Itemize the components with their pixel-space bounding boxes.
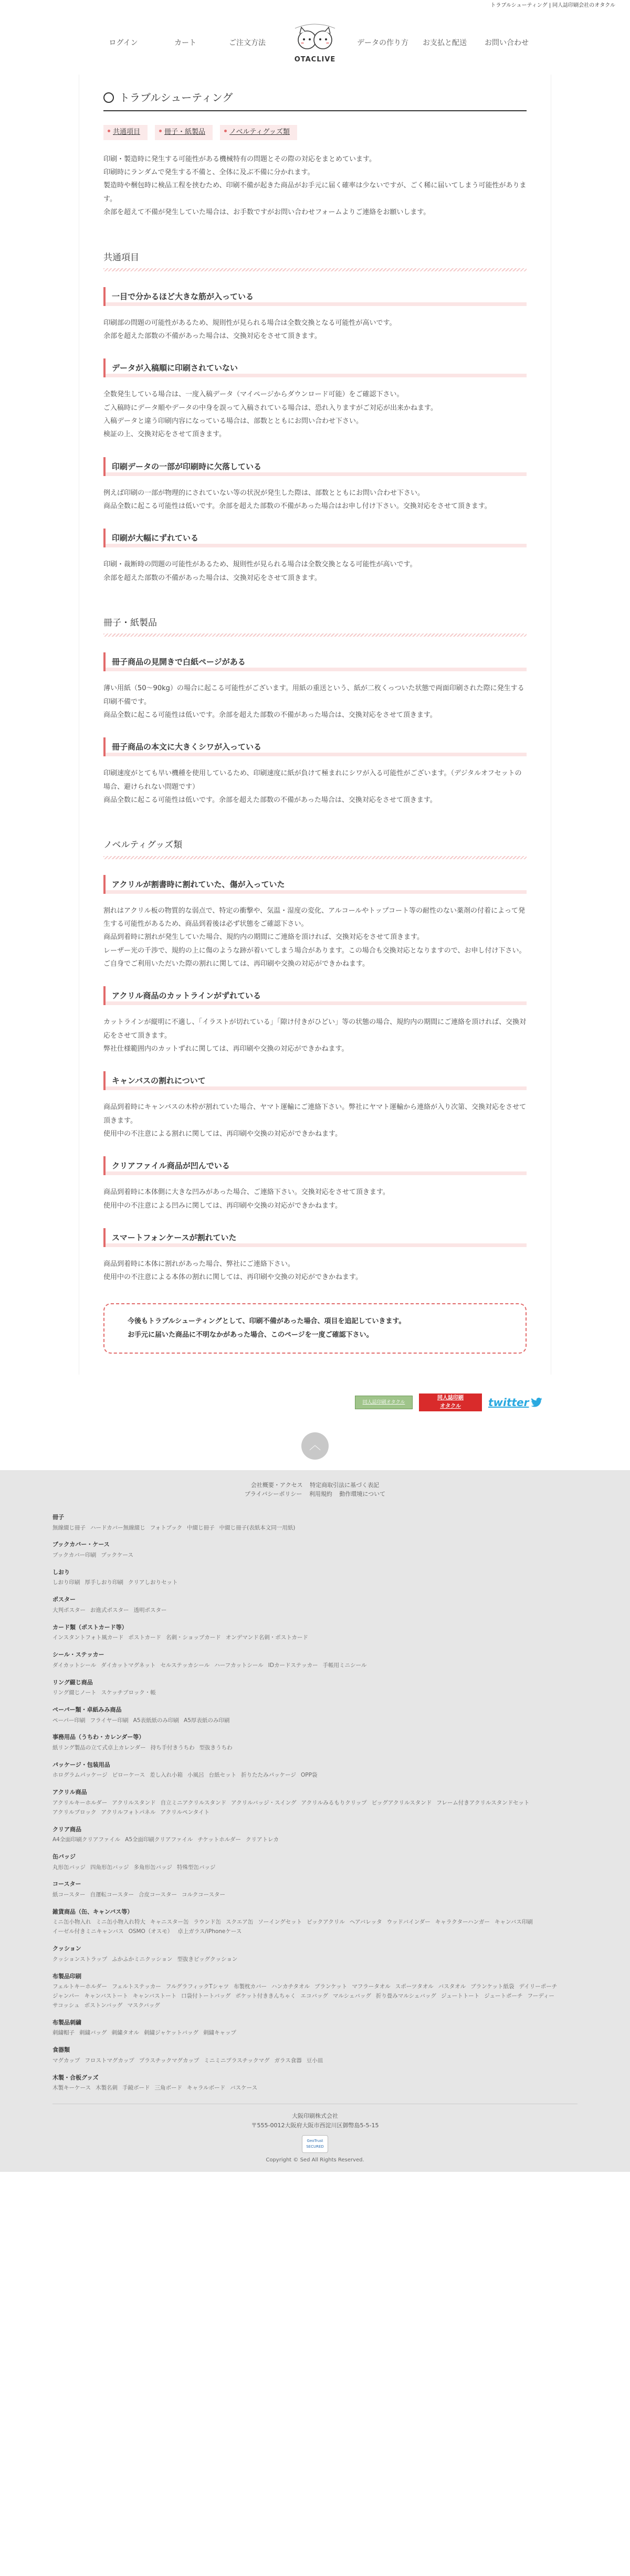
- footer-category-link[interactable]: クリアしおりセット: [128, 1579, 178, 1586]
- footer-category: [52, 1705, 578, 1725]
- footer-category: [52, 1972, 578, 2011]
- trouble-item: [103, 457, 527, 513]
- anchor-common[interactable]: 共通項目: [103, 125, 148, 140]
- footer-category-title[interactable]: 食器類: [52, 2046, 70, 2054]
- trouble-body: [103, 682, 527, 722]
- footer-category-link[interactable]: キャラルボード: [186, 2085, 226, 2092]
- site-footer: [0, 1470, 630, 2172]
- footer-category: [52, 1852, 578, 1872]
- trouble-text: 使用中の不注意による凹みに関しては、再印刷や交換の対応ができかねます。: [103, 1201, 342, 1210]
- footer-category-link[interactable]: 口袋付トートバッグ: [181, 1993, 231, 2000]
- trouble-text: 例えば印刷の一部が物理的にされていない等の状況が発生した際は、部数とともにお問い合わせ下さい。: [103, 489, 425, 497]
- section-title: ノベルティグッズ類: [103, 838, 527, 859]
- trouble-text: 弊社仕様範囲内のカットずれに関しては、再印刷や交換の対応ができかねます。: [103, 1044, 349, 1053]
- footer-category-title[interactable]: クッション: [52, 1945, 81, 1952]
- footer-category-link[interactable]: ボストンバッグ: [84, 2002, 123, 2009]
- footer-category-title[interactable]: 缶バッジ: [52, 1853, 76, 1861]
- trouble-item: [103, 1156, 527, 1212]
- trouble-heading: 印刷が大幅にずれている: [103, 529, 527, 547]
- footer-category-link[interactable]: ダイカットシール: [52, 1662, 97, 1669]
- footer-category-link[interactable]: プラスチックマグカップ: [139, 2057, 200, 2064]
- footer-category-link[interactable]: 小風呂: [187, 1772, 204, 1779]
- trouble-body: [103, 904, 527, 971]
- footer-category-link[interactable]: ポケット付ききんちゃく: [235, 1993, 296, 2000]
- notice-box: [103, 1303, 527, 1354]
- footer-category-link[interactable]: ペーパー印刷: [52, 1717, 86, 1724]
- nav-how-to-order[interactable]: ご注文方法: [229, 38, 266, 47]
- footer-category-items: [52, 1524, 578, 1533]
- footer-category: [52, 2073, 578, 2093]
- trouble-text: 印刷速度がとても早い機種を使用しているため、印刷速度に紙が負けて極まれにシワが入る可能性がございます。（デジタルオフセットの場合、避けられない問題です）: [103, 769, 522, 791]
- footer-category-link[interactable]: 刺繍タオル: [111, 2030, 139, 2036]
- footer-category-link[interactable]: ジュートポーチ: [484, 1993, 523, 2000]
- footer-category-link[interactable]: ふかふかミニクッション: [112, 1956, 173, 1962]
- footer-category: [52, 2018, 578, 2038]
- breadcrumb: トラブルシューティング | 同人誌印刷会社のオタクル: [490, 3, 615, 8]
- footer-category-link[interactable]: アクリルブロック: [52, 1809, 97, 1815]
- footer-category-link[interactable]: 折りたたみパッケージ: [241, 1772, 296, 1779]
- footer-category-title[interactable]: 布製品刺繍: [52, 2019, 81, 2026]
- trouble-text: 商品到着時に割れが発生していた場合、規約内の期間にご連絡を頂ければ、交換対応をさせて頂きます。: [103, 933, 424, 942]
- footer-category-link[interactable]: ミニ缶小物入れ特大: [96, 1919, 145, 1926]
- trouble-body: [103, 1016, 527, 1055]
- footer-category-title[interactable]: パッケージ・包装用品: [52, 1761, 110, 1768]
- page-title-bar: [103, 85, 527, 111]
- footer-category-link[interactable]: ミニ缶小物入れ: [52, 1919, 91, 1926]
- footer-category-link[interactable]: ウッドバインダー: [386, 1919, 430, 1926]
- footer-category-link[interactable]: クッションストラップ: [52, 1956, 108, 1962]
- trouble-heading: 一目で分かるほど大きな筋が入っている: [103, 287, 527, 306]
- footer-category-link[interactable]: フェルトステッカー: [112, 1983, 161, 1990]
- footer-category: [52, 1623, 578, 1643]
- footer-category-link[interactable]: OSMO（オスモ）: [128, 1928, 173, 1935]
- footer-category-items: [52, 1688, 578, 1698]
- footer-category-link[interactable]: ホログラムパッケージ: [52, 1772, 108, 1779]
- footer-category-link[interactable]: ブランケット: [314, 1983, 348, 1990]
- trouble-text: 商品到着時に本体に割れがあった場合、弊社にご連絡下さい。: [103, 1260, 295, 1269]
- footer-category-title[interactable]: コースター: [52, 1881, 81, 1888]
- trouble-body: [103, 388, 527, 441]
- footer-category-link[interactable]: 刺繍バッグ: [79, 2030, 107, 2036]
- footer-category-link[interactable]: フロストマグカップ: [85, 2057, 134, 2064]
- footer-category-link[interactable]: 型抜きビッグクッション: [177, 1956, 238, 1962]
- footer-category-link[interactable]: ハードカバー無線綴じ: [90, 1524, 145, 1531]
- footer-category-link[interactable]: バスタオル: [438, 1983, 466, 1990]
- footer-category-link[interactable]: スクエア缶: [226, 1919, 254, 1926]
- page-title: トラブルシューティング: [119, 91, 233, 104]
- twitter-banner[interactable]: [488, 1396, 546, 1409]
- trouble-text: 商品到着時に本体側に大きな凹みがあった場合、ご連絡下さい。交換対応をさせて頂きます。: [103, 1188, 390, 1197]
- anchor-books[interactable]: 冊子・紙製品: [155, 125, 213, 140]
- trouble-text: 検証の上、交換対応をさせて頂きます。: [103, 430, 226, 439]
- footer-category: [52, 1733, 578, 1752]
- footer-category-link[interactable]: 刺繍ジャケットバッグ: [144, 2030, 199, 2036]
- footer-category-link[interactable]: クリアトレカ: [245, 1836, 279, 1843]
- footer-category-link[interactable]: バスケース: [230, 2085, 258, 2092]
- trouble-text: 商品到着時にキャンバスの木枠が割れていた場合、ヤマト運輸にご連絡下さい。弊社にヤマト運輸から連絡が入り次第、交換対応をさせて頂きます。: [103, 1103, 527, 1125]
- footer-category-link[interactable]: A4全面印刷クリアファイル: [52, 1836, 121, 1843]
- footer-category-link[interactable]: A5表紙紙のみ印刷: [133, 1717, 180, 1724]
- footer-links-row2: [0, 1490, 630, 1499]
- footer-category-items: [52, 1982, 578, 2011]
- nav-cart[interactable]: カート: [174, 38, 196, 47]
- footer-category-link[interactable]: 厚手しおり印刷: [85, 1579, 123, 1586]
- trouble-body: [103, 558, 527, 585]
- footer-category-title[interactable]: しおり: [52, 1568, 70, 1576]
- footer-category-link[interactable]: A5全面印刷クリアファイル: [125, 1836, 193, 1843]
- footer-category-link[interactable]: キャラクターハンガー: [435, 1919, 490, 1926]
- trouble-item: [103, 1228, 527, 1284]
- footer-category-title[interactable]: 冊子: [52, 1513, 64, 1521]
- trouble-item: [103, 287, 527, 343]
- trouble-text: 使用中の不注意による本体の割れに関しては、再印刷や交換の対応ができかねます。: [103, 1273, 362, 1282]
- trouble-item: [103, 529, 527, 585]
- trouble-heading: スマートフォンケースが割れていた: [103, 1228, 527, 1247]
- footer-category-items: [52, 1606, 578, 1616]
- trouble-text: 商品全数に起こる可能性は低いです。余部を超えた部数の不備があった場合は、交換対応をさせて頂きます。: [103, 711, 437, 720]
- footer-category-link[interactable]: エコバッグ: [300, 1993, 328, 2000]
- footer-category-link[interactable]: アクリルみるもりクリップ: [301, 1799, 367, 1806]
- footer-category-link[interactable]: 合皮コースター: [138, 1892, 177, 1898]
- company-name: 大阪印刷株式会社: [292, 2113, 338, 2120]
- footer-link[interactable]: 特定商取引法に基づく表記: [310, 1481, 380, 1488]
- footer-category-link[interactable]: IDカードステッカー: [268, 1662, 318, 1669]
- footer-category: [52, 1760, 578, 1780]
- trouble-heading: 印刷データの一部が印刷時に欠落している: [103, 457, 527, 476]
- trouble-body: [103, 487, 527, 513]
- trouble-heading: 冊子商品の見開きで白紙ページがある: [103, 652, 527, 671]
- footer-category-link[interactable]: A5厚表紙のみ印刷: [184, 1717, 230, 1724]
- intro-text: 製造時や梱包時に検品工程を挟むため、印刷不備が起きた商品がお手元に届く確率は少ないですが、ごく稀に届いてしまう可能性があります。: [103, 182, 527, 203]
- trouble-heading: キャンバスの割れについて: [103, 1071, 527, 1090]
- circle-icon: [103, 92, 114, 103]
- footer-category-link[interactable]: アクリルペンタイト: [160, 1809, 209, 1815]
- trouble-text: 全数発生している場合は、一度入稿データ（マイページからダウンロード可能）をご確認下さい。: [103, 390, 404, 399]
- footer-category-link[interactable]: 刺繍帽子: [52, 2030, 75, 2036]
- footer-category-link[interactable]: ハーフカットシール: [214, 1662, 264, 1669]
- footer-category-link[interactable]: ガラス食器: [274, 2057, 302, 2064]
- footer-category-link[interactable]: ソーイングセット: [258, 1919, 302, 1926]
- main-content: [79, 75, 551, 1375]
- footer-category-link[interactable]: マフラータオル: [352, 1983, 391, 1990]
- footer-category-link[interactable]: 特殊型缶バッジ: [177, 1864, 216, 1871]
- copyright: Copyright © Sed All Rights Reserved.: [266, 2157, 364, 2163]
- footer-category: [52, 1540, 578, 1560]
- footer-category-link[interactable]: サコッシュ: [52, 2002, 80, 2009]
- footer-category-link[interactable]: 豆小皿: [306, 2057, 323, 2064]
- footer-category-items: [52, 2056, 578, 2066]
- footer-category-link[interactable]: マスクバッグ: [127, 2002, 160, 2009]
- footer-category-link[interactable]: ビッグアクリルスタンド: [371, 1799, 432, 1806]
- trouble-heading: 冊子商品の本文に大きくシワが入っている: [103, 737, 527, 756]
- footer-category: [52, 1825, 578, 1845]
- footer-category-items: [52, 1551, 578, 1560]
- footer-category-items: [52, 1955, 578, 1965]
- footer-category: [52, 1650, 578, 1670]
- footer-category-link[interactable]: 三角ボード: [154, 2085, 182, 2092]
- footer-category-link[interactable]: 卓上ガラス/iPhoneケース: [177, 1928, 242, 1935]
- trouble-heading: クリアファイル商品が凹んでいる: [103, 1156, 527, 1175]
- notice-text: 今後もトラブルシューティングとして、印刷不備があった場合、項目を追記していきます。: [128, 1317, 406, 1325]
- company-address: 〒555-0012大阪府大阪市西淀川区御幣島5-5-15: [251, 2121, 379, 2129]
- footer-category-title[interactable]: ペーパー類・卓紙みみ商品: [52, 1706, 122, 1713]
- footer-category-link[interactable]: フライヤー印刷: [90, 1717, 129, 1724]
- footer-category-link[interactable]: キャンバス印刷: [495, 1919, 533, 1926]
- trouble-text: 余部を超えた部数の不備があった場合は、交換対応をさせて頂きます。: [103, 332, 321, 341]
- footer-category-link[interactable]: 手鏡ボード: [122, 2085, 150, 2092]
- footer-category-title[interactable]: シール・ステッカー: [52, 1651, 104, 1659]
- footer-category-link[interactable]: フレーム付きアクリルスタンドセット: [436, 1799, 530, 1806]
- site-header: [0, 12, 630, 75]
- footer-category-link[interactable]: 布製枕カバー: [233, 1983, 267, 1990]
- section-title: 共通項目: [103, 251, 527, 271]
- footer-category-link[interactable]: 多角形缶バッジ: [133, 1864, 172, 1871]
- footer-category-link[interactable]: ダイカットマグネット: [101, 1662, 156, 1669]
- footer-category-link[interactable]: 型抜きうちわ: [199, 1745, 233, 1751]
- footer-category-link[interactable]: キャニスター缶: [150, 1919, 189, 1926]
- nav-data-guide[interactable]: データの作り方: [357, 38, 408, 47]
- footer-category-link[interactable]: キャンバストート: [132, 1993, 177, 2000]
- trouble-text: 余部を超えた部数の不備があった場合は、交換対応をさせて頂きます。: [103, 574, 321, 582]
- trouble-body: [103, 767, 527, 807]
- footer-category-link[interactable]: アクリルスタンド: [112, 1799, 156, 1806]
- footer-category-items: [52, 1891, 578, 1900]
- footer-category-link[interactable]: スケッチブロック・帳: [101, 1690, 156, 1696]
- trouble-text: 入稿データと違う印刷内容になっている場合は、部数とともにお問い合わせ下さい。: [103, 417, 363, 426]
- footer-category-title[interactable]: 布製品印刷: [52, 1972, 81, 1980]
- footer-category-link[interactable]: ピローケース: [112, 1772, 145, 1779]
- footer-category-link[interactable]: 自運転コースター: [90, 1892, 134, 1898]
- blog-banner[interactable]: 同人誌印刷オタクル: [355, 1396, 413, 1409]
- footer-category-link[interactable]: 無線綴じ冊子: [52, 1524, 86, 1531]
- footer-category-link[interactable]: アクリルバッジ・スイング: [231, 1799, 297, 1806]
- footer-category-link[interactable]: イーゼル付きミニキャンバス: [52, 1928, 124, 1935]
- footer-category-link[interactable]: ハンカチタオル: [271, 1983, 310, 1990]
- footer-category-title[interactable]: カード類（ポストカード等）: [52, 1623, 128, 1631]
- footer-category-link[interactable]: 四角形缶バッジ: [90, 1864, 129, 1871]
- footer-category-link[interactable]: フーディー: [527, 1993, 554, 2000]
- footer-category-link[interactable]: ブックカバー印刷: [52, 1551, 97, 1558]
- footer-category-link[interactable]: デイリーポーチ: [519, 1983, 558, 1990]
- intro-text: 余部を超えて不備が発生していた場合は、お手数ですがお問い合わせフォームよりご連絡をお願いします。: [103, 208, 430, 217]
- footer-category-items: [52, 1744, 578, 1753]
- nav-login[interactable]: ログイン: [109, 38, 138, 47]
- footer-category-link[interactable]: ヘアバレッタ: [349, 1919, 382, 1926]
- footer-category-link[interactable]: 中綴じ冊子(表紙本文同一用紙): [219, 1524, 296, 1531]
- footer-category-link[interactable]: ジュートトート: [440, 1993, 480, 2000]
- footer-category-link[interactable]: 台紙セット: [208, 1772, 237, 1779]
- twitter-bird-icon: [531, 1398, 542, 1407]
- footer-category-items: [52, 2029, 578, 2038]
- footer-category-link[interactable]: セルステッカシール: [160, 1662, 210, 1669]
- footer-category-link[interactable]: リング綴じノート: [52, 1690, 97, 1696]
- trouble-body: [103, 316, 527, 343]
- footer-category-link[interactable]: 自立ミニアクリルスタンド: [160, 1799, 227, 1806]
- footer-category-link[interactable]: 折り畳みマルシェバッグ: [375, 1993, 436, 2000]
- footer-category-items: [52, 1799, 578, 1818]
- footer-category-items: [52, 1578, 578, 1588]
- trouble-heading: アクリル商品のカットラインがずれている: [103, 986, 527, 1005]
- twitter-label: twitter: [488, 1396, 529, 1409]
- footer-category-link[interactable]: ブックケース: [101, 1551, 134, 1558]
- footer-category-link[interactable]: 透明ポスター: [133, 1607, 167, 1613]
- footer-category-title[interactable]: 木製・合板グッズ: [52, 2074, 99, 2081]
- footer-category: [52, 1907, 578, 1937]
- footer-category-link[interactable]: ミニミニプラスチックマグ: [204, 2057, 270, 2064]
- nav-payment-shipping[interactable]: お支払と配送: [423, 38, 467, 47]
- trouble-item: [103, 875, 527, 971]
- trouble-body: [103, 1101, 527, 1141]
- trouble-text: 商品全数に起こる可能性は低いです。余部を超えた部数の不備があった場合は、交換対応をさせて頂きます。: [103, 796, 437, 805]
- shop-banner[interactable]: [419, 1393, 482, 1411]
- trouble-heading: データが入稿順に印刷されていない: [103, 358, 527, 377]
- footer-category-items: [52, 1771, 578, 1780]
- footer-category: [52, 1788, 578, 1817]
- footer-category-link[interactable]: しおり印刷: [52, 1579, 80, 1586]
- footer-category-link[interactable]: キャンバストート: [84, 1993, 128, 2000]
- footer-category-link[interactable]: 持ち手付きうちわ: [150, 1745, 195, 1751]
- footer-category-link[interactable]: 紙コースター: [52, 1892, 86, 1898]
- footer-category-items: [52, 1661, 578, 1671]
- footer-category-link[interactable]: フェルトキーホルダー: [52, 1983, 108, 1990]
- ssl-seal-icon[interactable]: GeoTrust SECURED: [302, 2135, 328, 2153]
- footer-category-link[interactable]: 大判ポスター: [52, 1607, 86, 1613]
- shop-banner-line2: オタクル: [440, 1403, 461, 1409]
- anchor-links: [103, 125, 527, 140]
- trouble-item: [103, 358, 527, 441]
- footer-category-link[interactable]: 紙リング製品の立て式卓上カレンダー: [52, 1745, 146, 1751]
- footer-category-link[interactable]: 刺繍キャップ: [203, 2030, 237, 2036]
- footer-category: [52, 1944, 578, 1964]
- trouble-heading: アクリルが割書時に割れていた、傷が入っていた: [103, 875, 527, 894]
- trouble-text: ご入稿時にデータ順やデータの中身を誤って入稿されている場合は、恐れ入りますがご対応が出来かねます。: [103, 404, 437, 412]
- pagetop: [0, 1432, 630, 1460]
- footer-link[interactable]: 動作環境について: [339, 1491, 386, 1498]
- footer-category-title[interactable]: 雑貨商品（缶、キャンバス等）: [52, 1908, 133, 1915]
- pagetop-button[interactable]: ︿: [301, 1432, 329, 1460]
- footer-category-items: [52, 2084, 578, 2093]
- footer-category-link[interactable]: オンデマンド名刺・ポストカード: [225, 1634, 308, 1641]
- footer-category-title[interactable]: ポスター: [52, 1596, 76, 1603]
- intro-text: 印刷時にランダムで発生する不備と、全体に及ぶ不備に分かれます。: [103, 168, 314, 177]
- trouble-text: 印刷部の問題の可能性があるため、規則性が見られる場合は全数交換となる可能性が高いです。: [103, 319, 396, 327]
- footer-category-link[interactable]: 丸形缶バッジ: [52, 1864, 86, 1871]
- footer-category-title[interactable]: 事務用品（うちわ・カレンダー等）: [52, 1734, 145, 1741]
- trouble-text: 印刷・裁断時の問題の可能性があるため、規則性が見られる場合は全数交換となる可能性が高いです。: [103, 561, 417, 569]
- logo-name: OTACLIVE: [294, 55, 336, 64]
- trouble-text: カットラインが縦明に不適し、「イラストが切れている」「隙け付きがひどい」等の状態の場合、規約内の期間にご連絡を頂ければ、交換対応をさせて頂きます。: [103, 1018, 527, 1040]
- footer-category-link[interactable]: フォトブック: [150, 1524, 183, 1531]
- footer-category: [52, 1513, 578, 1533]
- footer-category-link[interactable]: チケットホルダー: [197, 1836, 241, 1843]
- trouble-text: ご自身でご利用いただいた際の割れに関しては、再印刷や交換の対応ができかねます。: [103, 959, 369, 968]
- footer-category-link[interactable]: フルグラフィックTシャツ: [165, 1983, 229, 1990]
- footer-category: [52, 1595, 578, 1615]
- footer-bottom: [0, 2104, 630, 2165]
- social-banners: [79, 1393, 551, 1411]
- trouble-text: 商品全数に起こる可能性は低いです。余部を超えた部数の不備があった場合はお申し付け下さい。交換対応をさせて頂きます。: [103, 502, 491, 511]
- footer-category-link[interactable]: 中綴じ冊子: [187, 1524, 215, 1531]
- intro: [103, 153, 527, 219]
- footer-category-link[interactable]: 木製キーケース: [52, 2085, 91, 2092]
- footer-category-title[interactable]: リング綴じ商品: [52, 1678, 93, 1686]
- shop-banner-line1: 同人誌印刷: [437, 1395, 464, 1401]
- footer-category-link[interactable]: ジャンパー: [52, 1993, 80, 2000]
- footer-categories: [52, 1513, 578, 2093]
- trouble-text: 使用中の不注意による割れに関しては、再印刷や交換の対応ができかねます。: [103, 1130, 342, 1138]
- footer-category-items: [52, 1835, 578, 1845]
- sections: [103, 251, 527, 1284]
- trouble-item: [103, 652, 527, 722]
- trouble-item: [103, 737, 527, 807]
- footer-category-title[interactable]: アクリル商品: [52, 1789, 87, 1796]
- notice-text: お手元に届いた商品に不明なかがあった場合、このページを一度ご確認下さい。: [128, 1331, 373, 1339]
- footer-link[interactable]: 利用規約: [309, 1491, 332, 1498]
- intro-text: 印刷・製造時に発生する可能性がある機械特有の問題とその際の対応をまとめています。: [103, 155, 376, 163]
- site-logo[interactable]: [284, 14, 346, 72]
- footer-category-link[interactable]: お進式ポスター: [90, 1607, 129, 1613]
- footer-category-link[interactable]: ピックアクリル: [307, 1919, 345, 1926]
- footer-category-link[interactable]: OPP袋: [300, 1772, 318, 1779]
- footer-link[interactable]: プライバシーポリシー: [244, 1491, 302, 1498]
- trouble-body: [103, 1186, 527, 1212]
- footer-category-link[interactable]: ブランケット紙袋: [470, 1983, 514, 1990]
- footer-category-items: [52, 1918, 578, 1937]
- topbar: [0, 0, 630, 12]
- nav-contact[interactable]: お問い合わせ: [485, 38, 529, 47]
- footer-category-items: [52, 1633, 578, 1643]
- trouble-item: [103, 986, 527, 1055]
- footer-category-items: [52, 1863, 578, 1873]
- footer-category-link[interactable]: 差し入れ小箱: [150, 1772, 183, 1779]
- footer-category-link[interactable]: コルクコースター: [181, 1892, 226, 1898]
- footer-category-link[interactable]: インスタントフォト風カード: [52, 1634, 124, 1641]
- footer-link[interactable]: 会社概要・アクセス: [250, 1481, 303, 1488]
- trouble-item: [103, 1071, 527, 1141]
- main-nav: [92, 14, 538, 72]
- footer-category-link[interactable]: スポーツタオル: [395, 1983, 434, 1990]
- footer-category-link[interactable]: アクリルキーホルダー: [52, 1799, 108, 1806]
- trouble-text: 薄い用紙（50〜90kg）の場合に起こる可能性がございます。用紙の重送という、紙が二枚くっついた状態で両面印刷された際に発生する印刷不備です。: [103, 684, 524, 706]
- section-title: 冊子・紙製品: [103, 616, 527, 637]
- footer-category-items: [52, 1716, 578, 1726]
- footer-category-link[interactable]: ポストカード: [128, 1634, 162, 1641]
- logo-mascot-icon: [290, 21, 340, 54]
- footer-links-row1: [0, 1481, 630, 1490]
- footer-category-link[interactable]: ラウンド缶: [193, 1919, 221, 1926]
- footer-category: [52, 1880, 578, 1899]
- footer-category-title[interactable]: ブックカバー・ケース: [52, 1541, 110, 1548]
- footer-category: [52, 1678, 578, 1698]
- footer-category: [52, 2045, 578, 2065]
- trouble-text: レーザー光の千渉で、規約の上に傷のような跡が着いてしまう場合があります。この場合も交換対応となりますので、お申し付け下さい。: [103, 946, 526, 955]
- anchor-novelty[interactable]: ノベルティグッズ類: [220, 125, 297, 140]
- trouble-body: [103, 1258, 527, 1284]
- footer-category-link[interactable]: 手帳用ミニシール: [322, 1662, 367, 1669]
- footer-category-link[interactable]: アクリルフォトパネル: [101, 1809, 156, 1815]
- footer-category-title[interactable]: クリア商品: [52, 1825, 81, 1833]
- footer-category-link[interactable]: 木製名刺: [95, 2085, 118, 2092]
- footer-category-link[interactable]: マグカップ: [52, 2057, 80, 2064]
- footer-category-link[interactable]: マルシェバッグ: [332, 1993, 371, 2000]
- trouble-text: 割れはアクリル板の物質的な弱点で、特定の衝撃や、気温・湿度の変化、アルコールやトップコート等の耐性のない薬剤の付着によって発生する可能性があるため、商品到着後は必ず状態をご確認下さい。: [103, 906, 526, 928]
- footer-category-link[interactable]: 名刺・ショップカード: [166, 1634, 221, 1641]
- footer-category: [52, 1568, 578, 1588]
